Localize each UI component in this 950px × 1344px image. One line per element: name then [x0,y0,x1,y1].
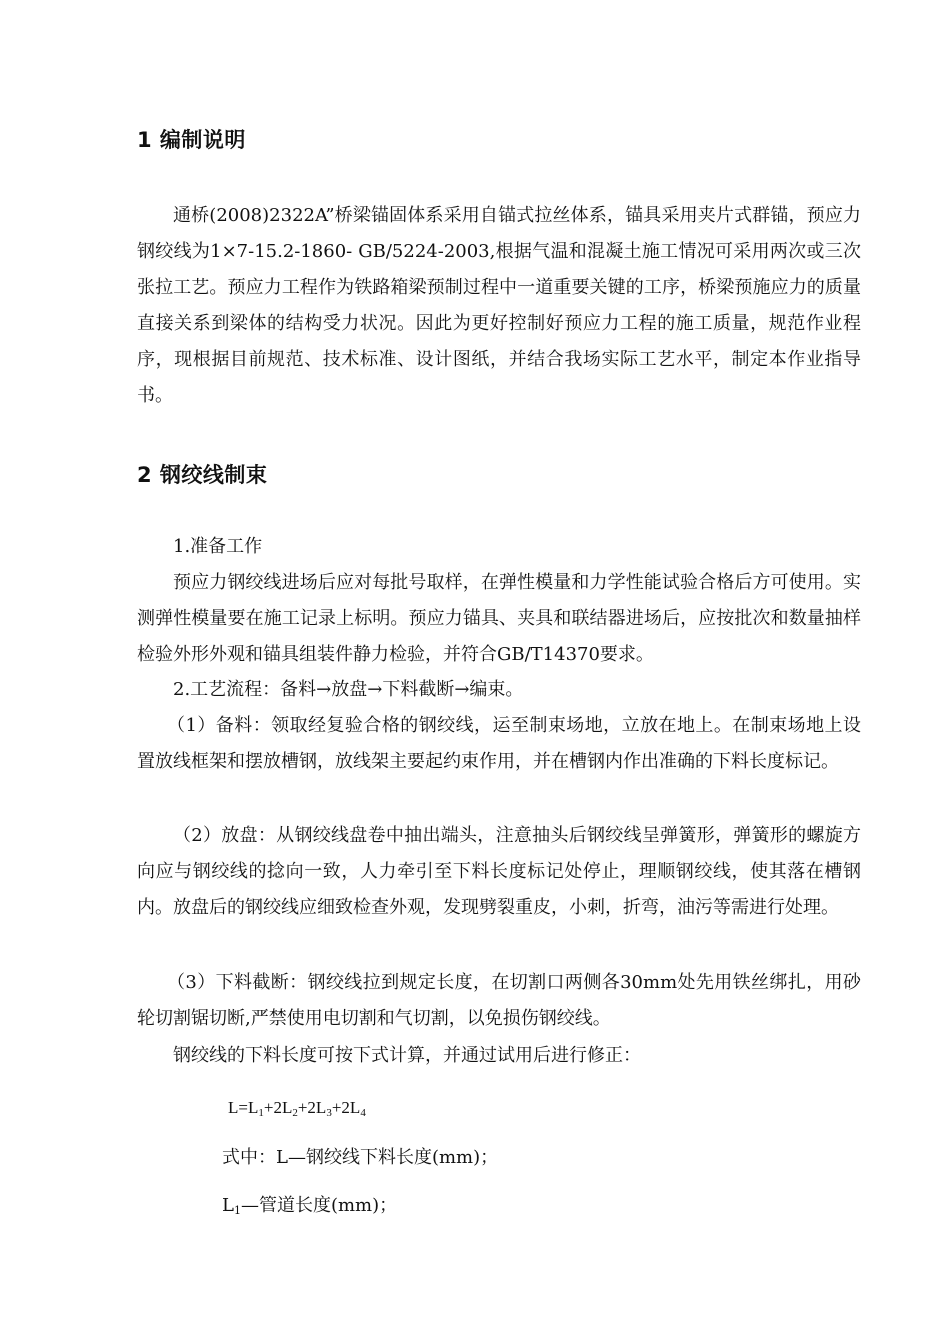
step-1-paragraph: （1）备料：领取经复验合格的钢绞线，运至制束场地，立放在地上。在制束场地上设置放线框架和摆放槽钢，放线架主要起约束作用，并在槽钢内作出准确的下料长度标记。 [137,715,861,772]
step-3-paragraph: （3）下料截断：钢绞线拉到规定长度，在切割口两侧各30mm处先用铁丝绑扎，用砂轮切割锯切断,严禁使用电切割和气切割，以免损伤钢绞线。 [137,972,861,1029]
step-2-paragraph: （2）放盘：从钢绞线盘卷中抽出端头，注意抽头后钢绞线呈弹簧形，弹簧形的螺旋方向应与钢绞线的捻向一致，人力牵引至下料长度标记处停止，理顺钢绞线，使其落在槽钢内。放盘后的钢绞线应细致检查外观，发现劈裂重皮，小刺，折弯，油污等需进行处理。 [137,825,861,918]
section-1-paragraph: 通桥(2008)2322A”桥梁锚固体系采用自锚式拉丝体系，锚具采用夹片式群锚，预应力钢绞线为1×7-15.2-1860- GB/5224-2003,根据气温和混凝土施工情况可采用两次或三次张拉工艺。预应力工程作为铁路箱梁预制过程中一道重要关键的工序，桥梁预施应力的质量直接关系到梁体的结构受力状况。因此为更好控制好预应力工程的施工质量，规范作业程序，现根据目前规范、技术标准、设计图纸，并结合我场实际工艺水平，制定本作业指导书。 [137,205,861,406]
section-2-heading: 2 钢绞线制束 [137,463,268,487]
l1-text: —管道长度(mm)； [240,1195,398,1216]
formula-part: +2L [263,1098,293,1117]
item-1-paragraph: 预应力钢绞线进场后应对每批号取样，在弹性模量和力学性能试验合格后方可使用。实测弹性模量要在施工记录上标明。预应力锚具、夹具和联结器进场后，应按批次和数量抽样检验外形外观和锚具组装件静力检验，并符合GB/T14370要求。 [137,572,861,665]
formula-part: +2L [297,1098,327,1117]
calc-intro-line: 钢绞线的下料长度可按下式计算，并通过试用后进行修正： [173,1045,641,1066]
formula-subscript: 4 [360,1107,366,1119]
formula-subscript: 2 [292,1107,298,1119]
formula-part: L=L [228,1098,259,1117]
formula-part: +2L [331,1098,361,1117]
l1-definition-line [222,1192,397,1225]
length-formula [228,1098,366,1119]
item-2-title: 2.工艺流程：备料→放盘→下料截断→编束。 [173,679,524,700]
l1-subscript: 1 [233,1204,241,1217]
formula-subscript: 3 [326,1107,332,1119]
section-1-heading: 1 编制说明 [137,128,246,152]
where-line: 式中：L—钢绞线下料长度(mm)； [222,1147,499,1168]
item-1-title: 1.准备工作 [173,536,263,557]
l1-symbol: L [222,1195,234,1216]
formula-subscript: 1 [258,1107,264,1119]
